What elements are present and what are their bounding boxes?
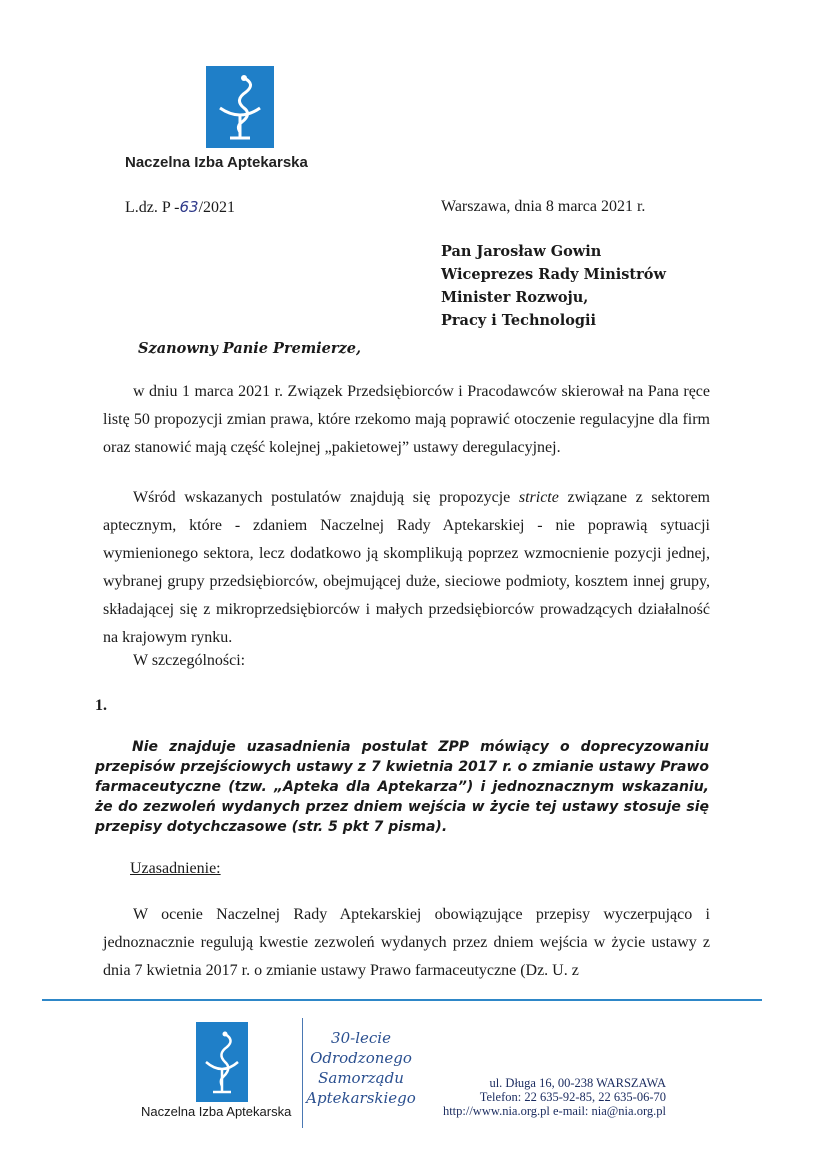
anniversary-mark [306, 1028, 416, 1108]
footer-separator [302, 1018, 303, 1128]
footer-divider [42, 999, 762, 1001]
anniversary-line: 30-lecie [331, 1029, 391, 1047]
reference-suffix: /2021 [198, 199, 236, 216]
reference-prefix: L.dz. P - [125, 199, 180, 216]
header-logo [206, 66, 274, 148]
anniversary-line: Odrodzonego [310, 1049, 412, 1067]
reference-number [125, 198, 235, 217]
paragraph-2 [103, 484, 710, 652]
paragraph-2-text: Wśród wskazanych postulatów znajdują się propozycje [133, 489, 519, 506]
anniversary-line: Samorządu [318, 1069, 404, 1087]
footer-logo [196, 1022, 248, 1102]
addressee-line: Pracy i Technologii [441, 312, 597, 329]
addressee-line: Minister Rozwoju, [441, 289, 589, 306]
salutation: Szanowny Panie Premierze, [138, 340, 362, 357]
addressee-line: Wiceprezes Rady Ministrów [441, 266, 666, 283]
contact-address: ul. Długa 16, 00-238 WARSZAWA [489, 1076, 666, 1090]
contact-block [443, 1076, 666, 1118]
addressee-line: Pan Jarosław Gowin [441, 243, 602, 260]
reference-handwritten: 63 [179, 198, 199, 216]
paragraph-4: W ocenie Naczelnej Rady Aptekarskiej obowiązujące przepisy wyczerpująco i jednoznacznie regulują kwestie zezwoleń wydanych przez dniem wejścia w życie ustawy z dnia 7 kwietnia 2017 r. o zmianie ustawy Prawo farmaceutyczne (Dz. U. z [103, 906, 710, 979]
place-date: Warszawa, dnia 8 marca 2021 r. [441, 198, 646, 215]
paragraph-1: w dniu 1 marca 2021 r. Związek Przedsiębiorców i Pracodawców skierował na Pana ręce listę 50 propozycji zmian prawa, które rzekomo mają poprawić otoczenie regulacyjne dla firm oraz stanowić mają część kolejnej „pakietowej” ustawy deregulacyjnej. [103, 383, 710, 456]
addressee-block [441, 240, 666, 332]
paragraph-2-italic: stricte [518, 489, 559, 506]
bowl-of-hygieia-icon [206, 66, 274, 148]
thesis-statement: Nie znajduje uzasadnienia postulat ZPP mówiący o doprecyzowaniu przepisów przejściowych ustawy z 7 kwietnia 2017 r. o zmianie ustawy Prawo farmaceutyczne (tzw. „Apteka dla Aptekarza”) i jednoznacznym wskazaniu, że do zezwoleń wydanych przez dniem wejścia w życie tej ustawy stosuje się przepisy dotychczasowe (str. 5 pkt 7 pisma). [95, 739, 709, 835]
organization-name: Naczelna Izba Aptekarska [125, 154, 308, 171]
paragraph-2-text: związane z sektorem aptecznym, które - zdaniem Naczelnej Rady Aptekarskiej - nie poprawią sytuacji wymienionego sektora, lecz dodatkowo ją skomplikują poprzez wzmocnienie pozycji jednej, wybranej grupy przedsiębiorców, obejmującej duże, sieciowe podmioty, kosztem innej grupy, składającej się z mikroprzedsiębiorców i małych przedsiębiorców prowadzących działalność na krajowym rynku. [103, 489, 710, 646]
contact-web-email: http://www.nia.org.pl e-mail: nia@nia.org.pl [442, 1104, 666, 1118]
bowl-of-hygieia-icon [196, 1022, 248, 1102]
justification-heading: Uzasadnienie: [130, 860, 221, 877]
footer-organization-name: Naczelna Izba Aptekarska [141, 1104, 292, 1119]
item-number: 1. [95, 697, 107, 714]
contact-phone: Telefon: 22 635-92-85, 22 635-06-70 [479, 1090, 666, 1104]
paragraph-3: W szczególności: [133, 652, 246, 669]
anniversary-line: Aptekarskiego [306, 1089, 416, 1107]
